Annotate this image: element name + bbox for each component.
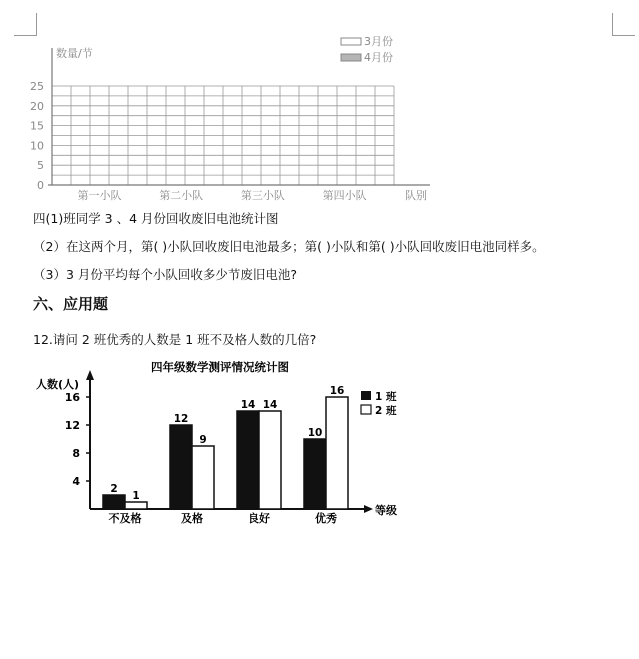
grid-x-categories: [78, 188, 367, 202]
bar-value-label: 14: [262, 399, 278, 411]
bar-class1: [170, 425, 192, 509]
legend-label-class1: 1 班: [375, 391, 397, 403]
bar-y-tick-label: 8: [72, 447, 80, 460]
bar-value-label: 2: [110, 483, 118, 495]
bar-category-label: 优秀: [315, 512, 337, 525]
grid-x-category-label: 第四小队: [322, 189, 367, 202]
bar-y-tick-label: 12: [64, 419, 80, 432]
grid-x-category-label: 第三小队: [240, 189, 285, 202]
legend-label-march: 3月份: [364, 35, 393, 48]
bar-xlabel: 等级: [375, 504, 397, 517]
bar-class1: [304, 439, 326, 509]
grid-y-tick-label: 10: [30, 139, 44, 153]
bar-value-label: 12: [173, 413, 189, 425]
question-2: （2）在这两个月，第( )小队回收废旧电池最多；第( )小队和第( )小队回收废旧电池同样多。: [33, 239, 545, 254]
bar-value-label: 1: [132, 490, 140, 502]
bar-class2: [125, 502, 147, 509]
legend-swatch-march: [341, 38, 361, 45]
grid-xlabel: 队别: [405, 189, 427, 202]
bar-category-label: 良好: [248, 512, 270, 525]
bar-class1: [237, 411, 259, 509]
grid-y-tick-label: 15: [30, 119, 44, 133]
bar-value-label: 9: [199, 434, 207, 446]
grid-ylabel: 数量/节: [56, 47, 93, 60]
math-evaluation-bar-chart: [30, 356, 410, 526]
page-corner-mark-right: [612, 13, 635, 36]
legend-swatch-april: [341, 54, 361, 61]
question-3: （3）3 月份平均每个小队回收多少节废旧电池?: [33, 267, 298, 282]
grid-y-tick-label: 0: [37, 179, 44, 192]
question-12: 12.请问 2 班优秀的人数是 1 班不及格人数的几倍?: [33, 332, 317, 347]
bar-value-label: 14: [240, 399, 256, 411]
grid-lines: [48, 48, 430, 185]
legend-swatch-class2: [361, 405, 371, 414]
legend-label-april: 4月份: [364, 51, 393, 64]
legend-label-class2: 2 班: [375, 405, 397, 417]
bar-value-label: 16: [329, 385, 345, 397]
grid-y-tick-label: 20: [30, 99, 44, 113]
bar-y-tick-label: 4: [72, 475, 80, 488]
grid-y-tick-label: 5: [37, 159, 44, 173]
bar-chart-title: 四年级数学测评情况统计图: [151, 360, 289, 374]
bar-category-label: 及格: [181, 512, 203, 525]
grid-y-ticks: [30, 80, 44, 192]
bar-class2: [192, 446, 214, 509]
bar-class2: [259, 411, 281, 509]
section-heading: 六、应用题: [33, 295, 109, 313]
bar-ylabel: 人数(人): [36, 378, 80, 391]
bar-class2: [326, 397, 348, 509]
grid-x-category-label: 第二小队: [159, 189, 204, 202]
bar-category-label: 不及格: [108, 512, 142, 525]
battery-recycling-grid-chart: [30, 30, 450, 210]
legend-swatch-class1: [361, 391, 371, 400]
bar-class1: [103, 495, 125, 509]
grid-y-tick-label: 25: [30, 80, 44, 93]
grid-x-category-label: 第一小队: [77, 189, 122, 202]
bar-value-label: 10: [307, 427, 323, 439]
chart-caption: 四(1)班同学 3 、4 月份回收废旧电池统计图: [33, 211, 279, 226]
bar-y-tick-label: 16: [64, 391, 80, 404]
